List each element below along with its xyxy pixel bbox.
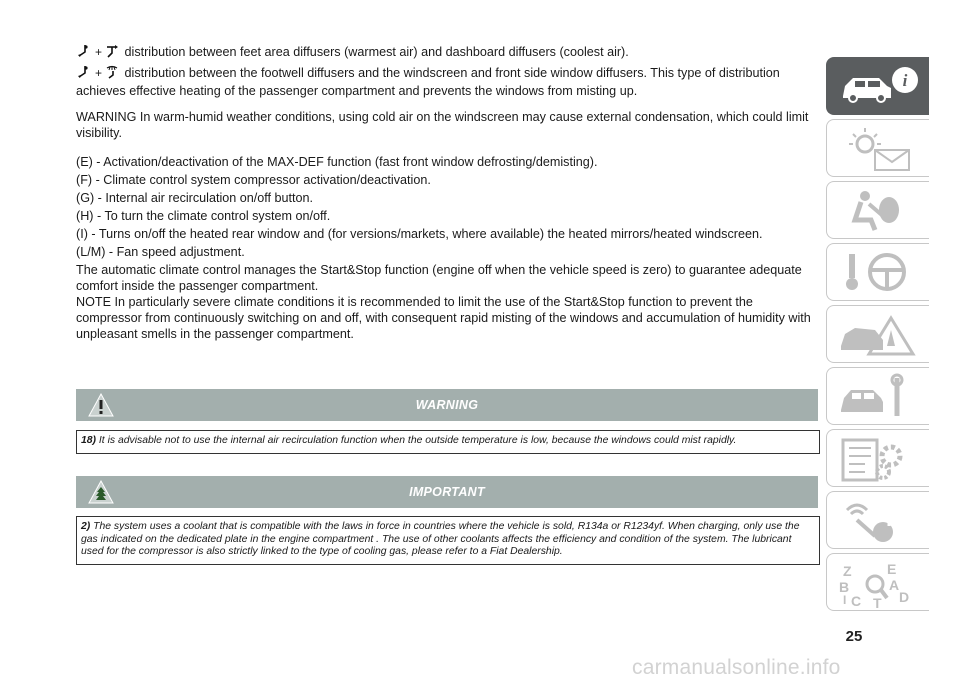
feet-airflow-icon	[76, 65, 90, 83]
index-letter: C	[851, 593, 862, 608]
feet-airflow-icon	[76, 44, 90, 62]
multimedia-note-icon	[835, 496, 921, 546]
tab-index[interactable]	[826, 553, 929, 611]
important-note-text: The system uses a coolant that is compatible with the laws in force in countries where the vehicle is sold, R134a or R1234yf. When charging, only use the gas indicated on the dedicated plate in the engine compartment . The use of other coolants affects the efficiency and condition of the system. The lubricant used for the compressor is also strictly linked to the type of cooling gas, please refer to a Fiat Dealership.	[81, 521, 800, 558]
tab-warning-lights[interactable]	[826, 119, 929, 177]
startstop-text: The automatic climate control manages the Start&Stop function (engine off when the vehicle speed is zero) to guarantee adequate comfort inside the passenger compartment.	[76, 263, 802, 293]
tab-starting-driving[interactable]	[826, 243, 929, 301]
index-letter: Z	[843, 563, 852, 579]
item-g: (G) - Internal air recirculation on/off button.	[76, 191, 314, 205]
tab-maintenance[interactable]	[826, 367, 929, 425]
warning-box-header	[76, 389, 818, 421]
important-box-body	[76, 516, 820, 565]
car-info-icon	[835, 62, 921, 112]
distribution-feet-windscreen: + distribution between the footwell diffusers and the windscreen and front side window diffusers. This type of distribution achieves effective heating of the passenger compartment and prevents the windows from misting up.	[76, 66, 780, 98]
item-i: (I) - Turns on/off the heated rear window and (for versions/markets, where available) the heated mirrors/heated windscreen.	[76, 227, 763, 241]
index-letter: B	[839, 579, 850, 595]
warning-humid-text: WARNING In warm-humid weather conditions, using cold air on the windscreen may cause external condensation, which could limit visibility.	[76, 110, 809, 140]
watermark: carmanualsonline.info	[632, 656, 841, 679]
svg-text:i: i	[902, 71, 908, 90]
page-number: 25	[845, 628, 863, 645]
tab-emergency[interactable]	[826, 305, 929, 363]
important-box-header	[76, 476, 818, 508]
index-letter: A	[889, 577, 900, 593]
note-text: NOTE In particularly severe climate conditions it is recommended to limit the use of the Start&Stop function to prevent the compressor from continuously switching on and off, with consequent rapid misting of the windows and accumulation of humidity with unpleasant smells in the passenger compartment.	[76, 295, 811, 341]
important-box-title: IMPORTANT	[409, 485, 485, 499]
tab-car-info[interactable]	[826, 57, 929, 115]
index-letter: D	[899, 589, 910, 605]
item-f: (F) - Climate control system compressor activation/deactivation.	[76, 173, 431, 187]
tab-technical-data[interactable]	[826, 429, 929, 487]
important-note-number: 2)	[81, 521, 91, 532]
technical-data-gear-icon	[835, 434, 921, 484]
warning-light-message-icon	[835, 124, 921, 174]
airbag-safety-icon	[835, 186, 921, 236]
distribution-feet-dashboard: + distribution between feet area diffusers (warmest air) and dashboard diffusers (coolest air).	[76, 44, 818, 62]
windscreen-airflow-icon	[105, 65, 119, 83]
tab-safety[interactable]	[826, 181, 929, 239]
index-letter: I	[843, 593, 847, 607]
item-lm: (L/M) - Fan speed adjustment.	[76, 245, 245, 259]
item-h: (H) - To turn the climate control system on/off.	[76, 209, 331, 223]
emergency-car-icon	[835, 310, 921, 360]
warning-note-text: It is advisable not to use the internal air recirculation function when the outside temperature is low, because the windows could mist rapidly.	[98, 435, 737, 446]
index-letter: E	[887, 561, 897, 577]
tab-multimedia[interactable]	[826, 491, 929, 549]
dashboard-airflow-icon	[105, 44, 119, 62]
warning-note-number: 18)	[81, 435, 97, 446]
index-search-icon	[835, 558, 921, 608]
main-content	[76, 44, 818, 342]
key-steering-wheel-icon	[835, 248, 921, 298]
car-maintenance-icon	[835, 372, 921, 422]
warning-box-title: WARNING	[415, 398, 479, 412]
warning-box-body	[76, 430, 820, 454]
item-e: (E) - Activation/deactivation of the MAX-DEF function (fast front window defrosting/demisting).	[76, 155, 598, 169]
index-letter: T	[873, 595, 882, 608]
